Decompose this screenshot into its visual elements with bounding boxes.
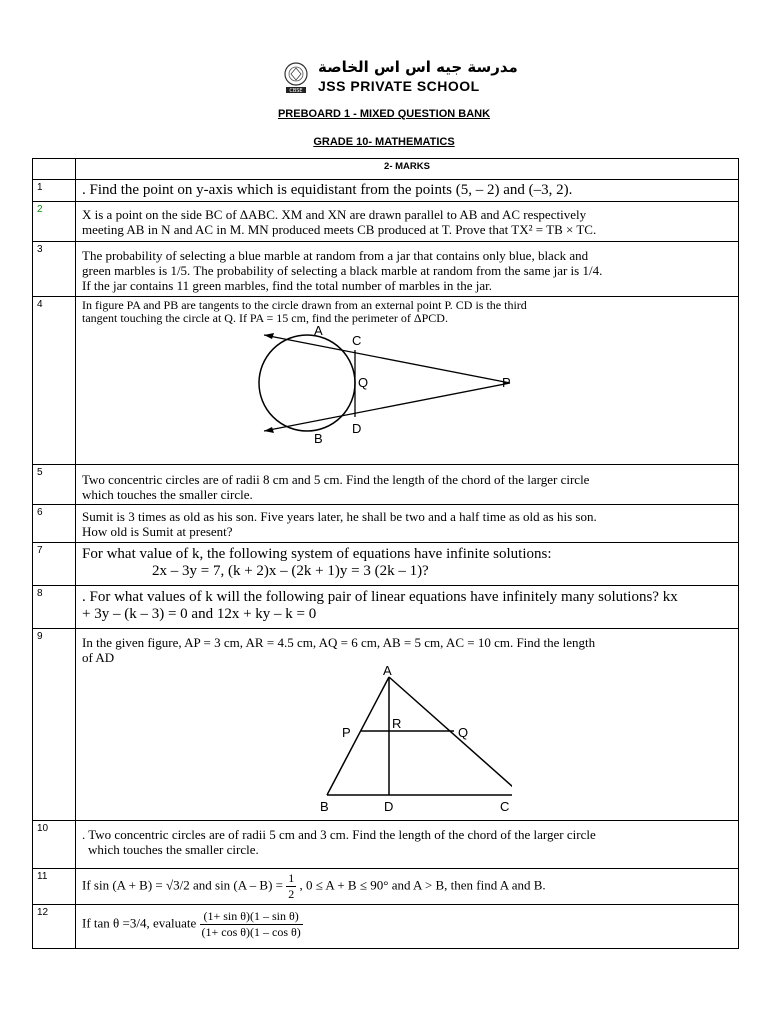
question-number: 4 (33, 297, 76, 465)
question-text-pre: If sin (A + B) = √3/2 and sin (A – B) = (82, 877, 284, 893)
question-number: 12 (33, 905, 76, 949)
question-text-cell (76, 465, 739, 505)
school-name: JSS PRIVATE SCHOOL (318, 78, 480, 94)
question-text-pre: If tan θ =3/4, evaluate (82, 915, 197, 931)
question-row (33, 869, 739, 905)
question-number: 8 (33, 586, 76, 629)
question-text-line: The probability of selecting a blue marble at random from a jar that contains only blue, black and (82, 248, 589, 263)
label-d: D (352, 421, 362, 436)
document-subtitle: GRADE 10- MATHEMATICS (313, 136, 455, 148)
question-text-cell (76, 869, 739, 905)
tangent-pa (264, 335, 510, 383)
question-text-line: Two concentric circles are of radii 8 cm and 5 cm. Find the length of the chord of the larger circle (82, 472, 590, 487)
question-row (33, 629, 739, 821)
document-title: PREBOARD 1 - MIXED QUESTION BANK (277, 108, 491, 120)
question-text-line: green marbles is 1/5. The probability of selecting a black marble at random from the same jar is 1/4. (82, 263, 603, 278)
seal-label: CBSE (289, 88, 303, 94)
question-text-cell (76, 297, 739, 465)
question-number: 7 (33, 543, 76, 586)
label-r: R (392, 716, 402, 731)
question-text-line: In the given figure, AP = 3 cm, AR = 4.5 cm, AQ = 6 cm, AB = 5 cm, AC = 10 cm. Find the length (82, 635, 596, 650)
question-text-line: . For what values of k will the following pair of linear equations have infinitely many solutions? kx (82, 589, 678, 605)
label-b: B (320, 799, 329, 814)
question-text: . Find the point on y-axis which is equidistant from the points (5, – 2) and (–3, 2). (82, 182, 573, 198)
label-a: A (383, 665, 392, 678)
question-text-cell (76, 629, 739, 821)
question-text-cell (76, 202, 739, 242)
question-text-cell (76, 180, 739, 202)
question-row (33, 297, 739, 465)
question-text-line: How old is Sumit at present? (82, 524, 233, 539)
triangle-figure (282, 665, 512, 815)
arrow-b-icon (264, 427, 274, 433)
section-num-cell (33, 159, 76, 180)
label-c: C (500, 799, 510, 814)
side-ac (389, 677, 512, 795)
school-header (0, 56, 768, 96)
question-row (33, 202, 739, 242)
question-equation: 2x – 3y = 7, (k + 2)x – (2k + 1)y = 3 (2k – 1)? (152, 563, 429, 579)
label-q: Q (458, 725, 469, 740)
question-row (33, 543, 739, 586)
fraction-denominator: (1+ cos θ)(1 – cos θ) (201, 925, 301, 939)
question-text-line: of AD (82, 650, 115, 665)
question-row (33, 505, 739, 543)
question-number: 10 (33, 821, 76, 869)
question-text-post: , 0 ≤ A + B ≤ 90° and A > B, then find A and B. (299, 877, 546, 893)
question-text-cell (76, 242, 739, 297)
side-ab (327, 677, 389, 795)
section-header-row (33, 159, 739, 180)
question-number: 11 (33, 869, 76, 905)
question-number: 5 (33, 465, 76, 505)
question-text-line: tangent touching the circle at Q. If PA = 15 cm, find the perimeter of ΔPCD. (82, 311, 448, 325)
fraction-denominator: 2 (288, 887, 295, 901)
question-number: 2 (33, 202, 76, 242)
fraction-numerator: (1+ sin θ)(1 – sin θ) (200, 909, 303, 925)
label-q: Q (358, 375, 369, 390)
question-text-line: + 3y – (k – 3) = 0 and 12x + ky – k = 0 (82, 606, 317, 622)
question-row (33, 242, 739, 297)
label-a: A (314, 325, 323, 338)
question-text-line: which touches the smaller circle. (88, 842, 259, 857)
question-text-line: If the jar contains 11 green marbles, find the total number of marbles in the jar. (82, 278, 492, 293)
question-row (33, 821, 739, 869)
question-text-cell (76, 821, 739, 869)
question-text-cell (76, 505, 739, 543)
section-title: 2- MARKS (76, 159, 739, 180)
school-name-arabic: مدرسة جيه اس اس الخاصة (318, 58, 518, 76)
question-number: 3 (33, 242, 76, 297)
question-text-cell (76, 543, 739, 586)
school-seal-icon (280, 60, 312, 94)
question-number: 6 (33, 505, 76, 543)
question-row (33, 905, 739, 949)
label-c: C (352, 333, 362, 348)
question-text-line: . Two concentric circles are of radii 5 cm and 3 cm. Find the length of the chord of the larger circle (82, 827, 596, 842)
question-text-line: In figure PA and PB are tangents to the circle drawn from an external point P. CD is the third (82, 298, 527, 312)
question-text-cell (76, 586, 739, 629)
question-number: 9 (33, 629, 76, 821)
label-p: P (502, 375, 511, 390)
question-table (32, 158, 739, 949)
question-row (33, 586, 739, 629)
tangent-figure (222, 325, 522, 459)
question-text-line: which touches the smaller circle. (82, 487, 253, 502)
question-text-line: X is a point on the side BC of ΔABC. XM and XN are drawn parallel to AB and AC respectively (82, 207, 587, 222)
label-d: D (384, 799, 394, 814)
arrow-a-icon (264, 333, 274, 339)
question-row (33, 180, 739, 202)
question-text-cell (76, 905, 739, 949)
label-p: P (342, 725, 351, 740)
fraction (200, 909, 303, 940)
fraction-numerator: 1 (288, 871, 295, 885)
fraction (286, 871, 296, 902)
question-text-line: meeting AB in N and AC in M. MN produced meets CB produced at T. Prove that TX² = TB × TC. (82, 222, 597, 237)
question-text-line: Sumit is 3 times as old as his son. Five years later, he shall be two and a half time as old as his son. (82, 509, 597, 524)
tangent-pb (264, 383, 510, 431)
question-number: 1 (33, 180, 76, 202)
question-row (33, 465, 739, 505)
question-text-line: For what value of k, the following system of equations have infinite solutions: (82, 546, 552, 562)
label-b: B (314, 431, 323, 446)
